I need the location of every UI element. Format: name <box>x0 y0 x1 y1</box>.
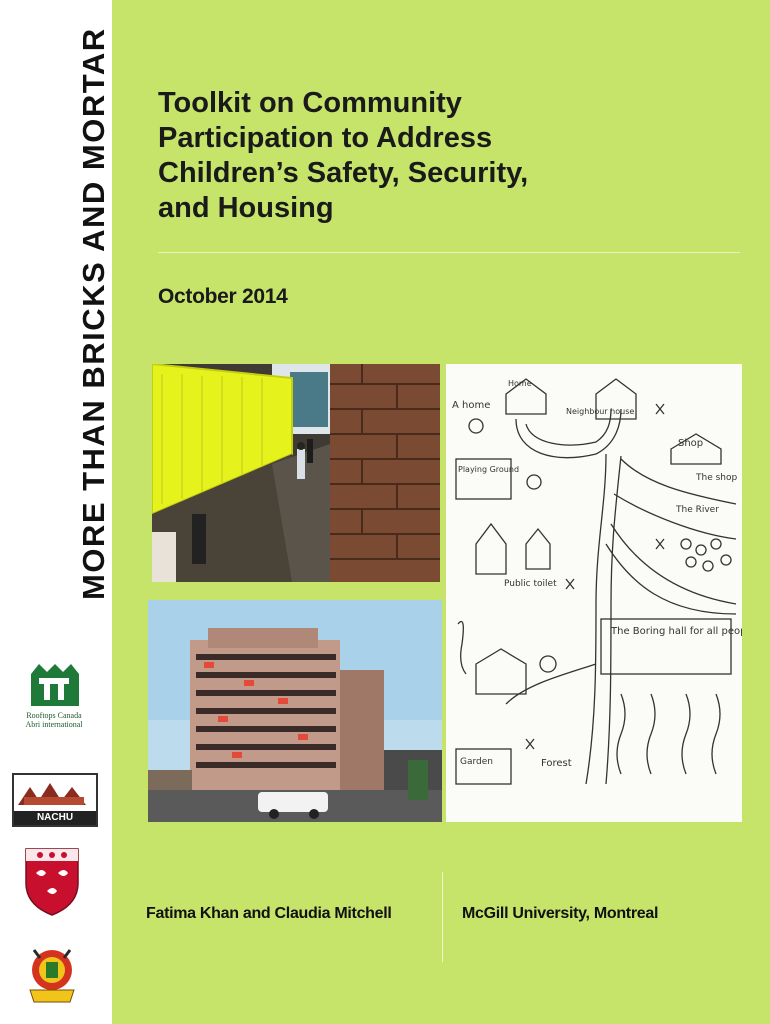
nachu-roofs-icon <box>14 775 96 809</box>
drawing-label-the-shop: The shop <box>696 473 738 483</box>
publication-date: October 2014 <box>158 285 288 308</box>
rooftops-name: Rooftops Canada <box>26 711 82 720</box>
drawing-label-home: Home <box>508 379 532 388</box>
alley-photo <box>152 364 440 582</box>
rooftops-canada-logo <box>10 660 98 729</box>
community-map-drawing <box>446 364 742 822</box>
drawing-label-playing-ground: Playing Ground <box>458 465 520 474</box>
title-line: Toolkit on Community <box>158 87 462 119</box>
title-line: and Housing <box>158 192 334 224</box>
drawing-label-neighbour: Neighbour house <box>566 407 635 416</box>
drawing-label-a-home: A home <box>452 400 491 411</box>
drawing-label-public-toilet: Public toilet <box>504 579 557 589</box>
title-line: Children’s Safety, Security, <box>158 157 529 189</box>
document-title <box>158 86 718 226</box>
drawing-label-river: The River <box>676 505 719 515</box>
county-crest-icon <box>20 940 84 1008</box>
title-line: Participation to Address <box>158 122 493 154</box>
footer-divider <box>442 872 443 962</box>
nachu-logo <box>12 773 98 827</box>
sidebar <box>0 0 112 1024</box>
drawing-label-shop: Shop <box>678 438 704 449</box>
authors: Fatima Khan and Claudia Mitchell <box>146 905 392 922</box>
drawing-label-forest: Forest <box>541 758 572 769</box>
nachu-name: NACHU <box>14 811 96 825</box>
affiliation: McGill University, Montreal <box>462 905 659 922</box>
title-divider <box>158 252 740 253</box>
drawing-label-boring-hall: The Boring hall for all people <box>611 626 742 637</box>
apartment-block-photo <box>148 600 442 822</box>
rooftops-subtitle: Abri international <box>25 720 83 729</box>
mcgill-crest-icon <box>20 845 84 917</box>
series-title: MORE THAN BRICKS AND MORTAR <box>76 27 111 600</box>
drawing-label-garden: Garden <box>460 757 493 767</box>
rooftops-house-icon <box>25 660 83 706</box>
